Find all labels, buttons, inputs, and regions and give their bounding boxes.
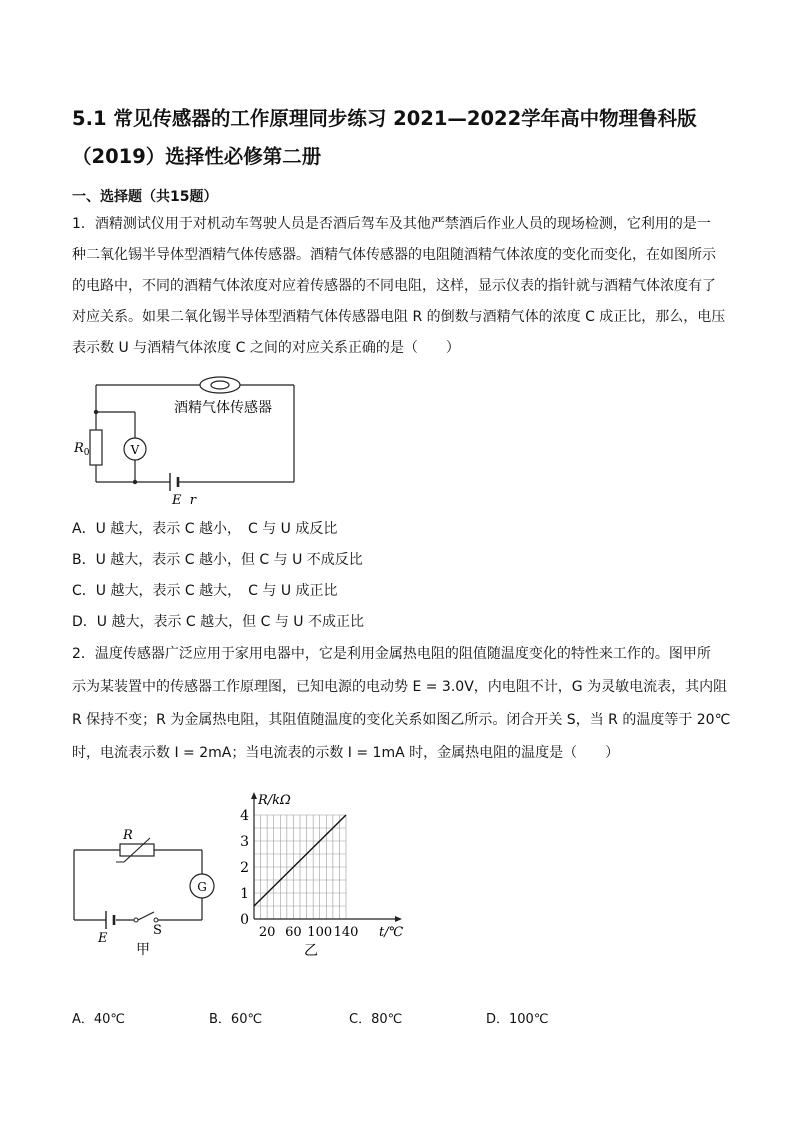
q1-line: 对应关系。如果二氧化锡半导体型酒精气体传感器电阻 R 的倒数与酒精气体的浓度 C 成正比，那么，电压 <box>72 309 726 325</box>
q1-line: 种二氧化锡半导体型酒精气体传感器。酒精气体传感器的电阻随酒精气体浓度的变化而变化，在如图所示 <box>72 247 716 263</box>
q2-line: 时，电流表示数 I = 2mA；当电流表的示数 I = 1mA 时，金属热电阻的温度是（ ） <box>72 745 620 761</box>
y-tick-label: 3 <box>240 834 249 850</box>
y-axis-label: R/kΩ <box>258 793 291 808</box>
y-tick-label: 0 <box>240 912 249 928</box>
x-tick-label: 140 <box>333 925 359 940</box>
q1-circuit-diagram <box>70 370 310 510</box>
section-heading: 一、选择题（共15题） <box>72 189 218 205</box>
r0-label: $R_0$ <box>74 441 90 458</box>
sensor-label: 酒精气体传感器 <box>174 400 272 416</box>
figure-caption-yi: 乙 <box>304 943 318 959</box>
galvanometer-label: G <box>197 880 207 894</box>
voltmeter-label: V <box>130 443 140 457</box>
q1-line: 的电路中，不同的酒精气体浓度对应着传感器的不同电阻，这样，显示仪表的指针就与酒精气体浓度有了 <box>72 278 716 294</box>
q1-line: 表示数 U 与酒精气体浓度 C 之间的对应关系正确的是（ ） <box>72 340 460 356</box>
question-1-text <box>72 209 726 364</box>
r-t-chart <box>234 786 414 962</box>
page-title <box>72 104 732 172</box>
y-tick-label: 1 <box>240 886 249 902</box>
q1-option-c[interactable]: C．U 越大，表示 C 越大， C 与 U 成正比 <box>72 583 338 599</box>
chart-grid <box>254 815 346 919</box>
y-axis-arrow <box>251 792 257 799</box>
q2-option-b[interactable]: B．60℃ <box>209 1012 263 1027</box>
q2-option-c[interactable]: C．80℃ <box>349 1012 403 1027</box>
q2-line: R 保持不变；R 为金属热电阻，其阻值随温度的变化关系如图乙所示。闭合开关 S，当 R 的温度等于 20℃ <box>72 712 731 728</box>
resistor-r0 <box>90 430 102 465</box>
battery-symbol <box>106 911 114 929</box>
question-2-text <box>72 638 731 770</box>
battery-label: E r <box>172 493 196 508</box>
battery-symbol <box>170 473 178 491</box>
y-tick-label: 4 <box>240 808 249 824</box>
x-axis-arrow <box>395 916 402 922</box>
q2-option-a[interactable]: A．40℃ <box>72 1012 126 1027</box>
q1-line: 1．酒精测试仪用于对机动车驾驶人员是否酒后驾车及其他严禁酒后作业人员的现场检测，它利用的是一 <box>72 216 711 232</box>
q1-option-b[interactable]: B．U 越大，表示 C 越小，但 C 与 U 不成反比 <box>72 552 363 568</box>
thermistor-label: R <box>123 828 133 843</box>
x-tick-label: 20 <box>258 925 276 940</box>
title-line-1: 5.1 常见传感器的工作原理同步练习 2021—2022学年高中物理鲁科版 <box>72 107 697 130</box>
x-axis-label: t/℃ <box>379 925 404 940</box>
figure-caption-jia: 甲 <box>136 942 150 958</box>
switch-label: S <box>153 923 162 938</box>
q2-circuit-diagram <box>66 822 226 962</box>
q1-option-d[interactable]: D．U 越大，表示 C 越大，但 C 与 U 不成正比 <box>72 614 364 630</box>
x-tick-label: 60 <box>285 925 302 940</box>
thermistor-symbol <box>116 838 154 862</box>
emf-label: E <box>98 931 108 946</box>
x-tick-label: 100 <box>307 925 333 940</box>
y-tick-label: 2 <box>240 860 249 876</box>
q2-option-d[interactable]: D．100℃ <box>486 1012 549 1027</box>
title-line-2: （2019）选择性必修第二册 <box>72 145 322 168</box>
q2-line: 示为某装置中的传感器工作原理图，已知电源的电动势 E = 3.0V，内电阻不计，G 为灵敏电流表，其内阻 <box>72 679 728 695</box>
sensor-symbol <box>200 377 240 393</box>
q2-line: 2．温度传感器广泛应用于家用电器中，它是利用金属热电阻的阻值随温度变化的特性来工作的。图甲所 <box>72 646 711 662</box>
q1-option-a[interactable]: A．U 越大，表示 C 越小， C 与 U 成反比 <box>72 521 338 537</box>
